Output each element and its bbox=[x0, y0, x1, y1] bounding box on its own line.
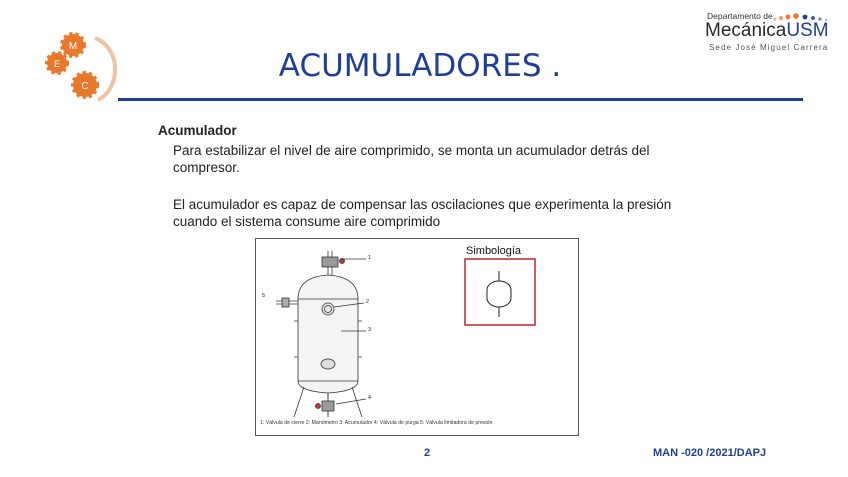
paragraph-2: El acumulador es capaz de compensar las oscilaciones que experimenta la presión cuando el sistema consume aire comprimido bbox=[173, 197, 672, 229]
slide-title: ACUMULADORES . bbox=[278, 48, 562, 84]
symbol-highlight-box bbox=[465, 259, 535, 325]
logo-text-usm: USM bbox=[786, 20, 829, 41]
gear-letter-c: C bbox=[81, 81, 89, 92]
part-label-5: 5 bbox=[262, 293, 266, 299]
paragraph-1: Para estabilizar el nivel de aire comprimido, se monta un acumulador detrás del compresor. bbox=[173, 143, 650, 175]
part-label-2: 2 bbox=[366, 299, 370, 305]
part-label-3: 3 bbox=[368, 327, 372, 333]
title-divider bbox=[118, 98, 803, 101]
part-label-1: 1 bbox=[368, 255, 372, 261]
section-heading: Acumulador bbox=[158, 123, 237, 138]
document-code: MAN -020 /2021/DAPJ bbox=[653, 447, 767, 459]
gear-letter-e: E bbox=[53, 59, 61, 69]
accumulator-drawing bbox=[256, 239, 578, 435]
accumulator-symbol-icon bbox=[487, 271, 511, 317]
logo-text-mecanica: Mecánica bbox=[705, 20, 787, 41]
accumulator-tank-illustration bbox=[276, 251, 366, 417]
mec-gear-logo bbox=[40, 30, 120, 105]
symbol-label: Simbología bbox=[466, 245, 522, 257]
department-logo-text bbox=[705, 20, 829, 42]
department-label: Departamento de bbox=[707, 11, 773, 21]
part-label-4: 4 bbox=[368, 395, 372, 401]
figure-caption: 1: Válvula de cierre 2: Manómetro 3: Acumulador 4: Válvula de purga 5: Válvula limitadora de presión bbox=[260, 420, 493, 426]
page-number: 2 bbox=[424, 447, 431, 459]
department-campus: Sede José Miguel Carrera bbox=[709, 43, 829, 52]
gear-letter-m: M bbox=[68, 41, 78, 52]
accumulator-figure bbox=[255, 238, 579, 436]
